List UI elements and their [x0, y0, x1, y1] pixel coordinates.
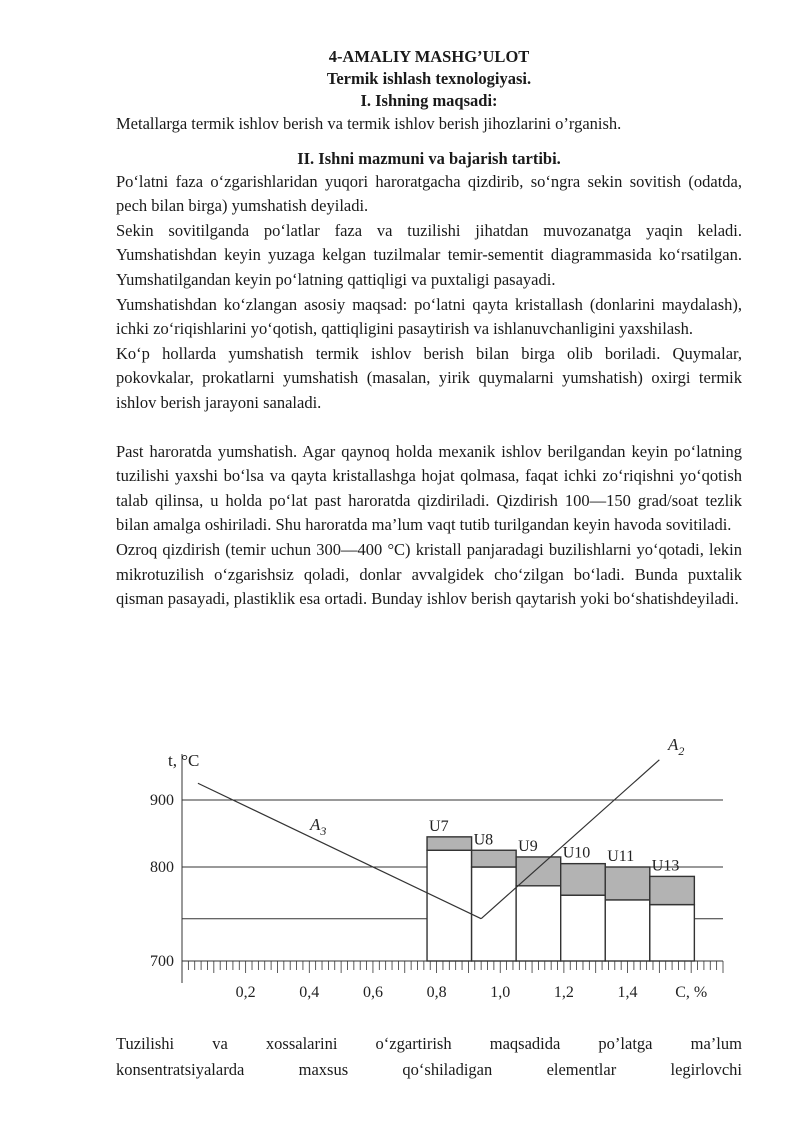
tail-line-2-word: qo‘shiladigan — [402, 1060, 493, 1079]
paragraph-2: Sekin sovitilganda po‘latlar faza va tuzilishi jihatdan muvozanatga yaqin keladi. Yumshatishdan keyin yuzaga kelgan tuzilmalar temir-sementit diagrammasida ko‘rsatilgan. Yumshatilgandan keyin po‘latning qattiqligi va puxtaligi pasayadi. — [116, 220, 742, 289]
bar-u13-column — [650, 905, 695, 961]
bar-label-u7: U7 — [429, 817, 449, 835]
tail-line-2-word: maxsus — [298, 1060, 349, 1079]
x-tick-label: 1,4 — [617, 984, 638, 1001]
bar-label-u9: U9 — [518, 837, 538, 855]
section-heading-1: I. Ishning maqsadi: — [360, 91, 498, 110]
annealing-diagram — [120, 724, 740, 1014]
y-tick-label-800: 800 — [150, 859, 174, 876]
section-heading-2: II. Ishni mazmuni va bajarish tartibi. — [297, 148, 561, 168]
bar-u11-range — [605, 867, 650, 900]
goal-paragraph: Metallarga termik ishlov berish va termik ishlov berish jihozlarini o’rganish. — [116, 114, 622, 133]
y-axis-label: t, °C — [168, 751, 200, 770]
x-tick-label: 1,2 — [553, 984, 574, 1001]
tail-line-2-word: konsentratsiyalarda — [116, 1060, 245, 1079]
paragraph-6: Ozroq qizdirish (temir uchun 300—400 °C) kristall panjaradagi buzilishlarni yo‘qotadi, lekin mikrotuzilish o‘zgarishsiz qoladi, donlar avvalgidek cho‘zilgan bo‘ladi. Bunda puxtalik qisman pasayadi, plastiklik esa ortadi. Bunday ishlov berish qaytarish yoki bo‘shatishdeyiladi. — [116, 539, 742, 609]
tail-line-1-word: o‘zgartirish — [375, 1034, 452, 1053]
bar-u10-column — [561, 895, 606, 961]
bar-label-u8: U8 — [473, 831, 494, 849]
bar-label-u13: U13 — [651, 857, 680, 875]
x-tick-label: 0,8 — [426, 984, 447, 1001]
x-tick-label: 0,2 — [235, 984, 256, 1001]
bar-u10-range — [561, 864, 606, 896]
paragraph-1: Po‘latni faza o‘zgarishlaridan yuqori haroratgacha qizdirib, so‘ngra sekin sovitish (odatda, pech bilan birga) yumshatish deyiladi. — [116, 171, 742, 216]
x-tick-label: 0,4 — [299, 984, 320, 1001]
page-title: 4-AMALIY MASHG’ULOT — [328, 47, 530, 66]
paragraph-3: Yumshatishdan ko‘zlangan asosiy maqsad: po‘latni qayta kristallash (donlarini maydalash), ichki zo‘riqishlarini yo‘qotish, qattiqligini pasaytirish va ishlanuvchanligini yaxshilash. — [116, 294, 742, 339]
bar-u11-column — [605, 900, 650, 961]
paragraph-5: Past haroratda yumshatish. Agar qaynoq holda mexanik ishlov berilgandan keyin po‘latning tuzilishi yaxshi bo‘lsa va qayta kristallashga hojat qolmasa, faqat ichki zo‘riqishni yo‘qotish talab qilinsa, u holda po‘lat past haroratda qizdiriladi. Qizdirish 100—150 grad/soat tezlik bilan amalga oshiriladi. Shu haroratda ma’lum vaqt tutib turilgandan keyin havoda sovitiladi. — [116, 441, 742, 535]
tail-line-1-word: po’latga — [598, 1034, 653, 1053]
a3-subscript: 3 — [320, 824, 327, 838]
x-tick-label: 1,0 — [490, 984, 511, 1001]
bar-u8-range — [472, 850, 517, 867]
y-tick-label-900: 900 — [150, 792, 174, 809]
bar-label-u11: U11 — [607, 848, 635, 865]
x-axis-label: C, % — [675, 984, 708, 1001]
bar-u13-range — [650, 876, 695, 904]
bar-u9-column — [516, 886, 561, 961]
x-tick-label: 0,6 — [362, 984, 383, 1001]
continuation-text — [116, 1031, 742, 1083]
bar-u8-column — [472, 867, 517, 961]
document-page — [116, 46, 742, 612]
tail-line-1-word: Tuzilishi — [116, 1034, 175, 1053]
a2-label: $A_2$ — [668, 735, 685, 758]
tail-line-2-word: legirlovchi — [670, 1060, 742, 1079]
tail-line-1-word: xossalarini — [265, 1034, 338, 1053]
tail-line-2-word: elementlar — [546, 1060, 617, 1079]
a3-label: $A_3$ — [310, 815, 327, 838]
bar-u7-range — [427, 837, 472, 850]
page-subtitle: Termik ishlash texnologiyasi. — [326, 69, 532, 88]
tail-line-1-word: va — [212, 1034, 228, 1053]
tail-line-2 — [116, 1057, 742, 1083]
bar-u7-column — [427, 850, 472, 961]
y-tick-label-700: 700 — [150, 953, 174, 970]
bar-label-u10: U10 — [562, 844, 591, 862]
paragraph-4: Ko‘p hollarda yumshatish termik ishlov berish bilan birga olib boriladi. Quymalar, pokovkalar, prokatlarni yumshatish (masalan, yirik quymalarni yumshatish) oxirgi termik ishlov berish jarayoni sanaladi. — [116, 343, 742, 412]
tail-line-1-word: maqsadida — [489, 1034, 561, 1053]
tail-line-1 — [116, 1031, 742, 1057]
a2-subscript: 2 — [678, 744, 685, 758]
tail-line-1-word: ma’lum — [690, 1034, 742, 1053]
